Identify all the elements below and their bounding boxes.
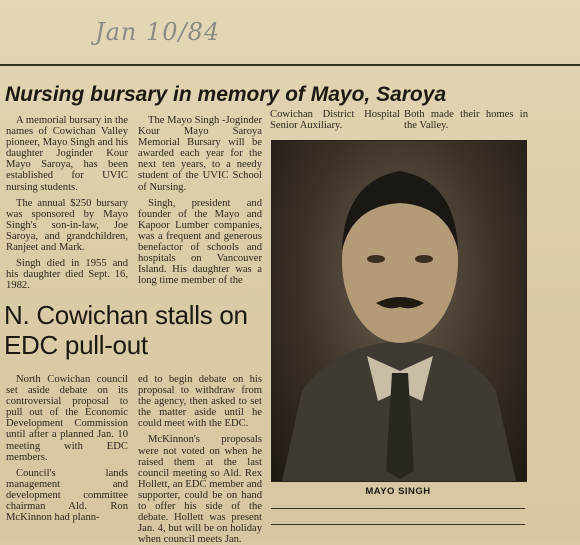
paragraph: ed to begin debate on his proposal to withdraw from the agency, then asked to set the matter aside until he could meet with the EDC. xyxy=(138,374,262,430)
handwritten-date: Jan 10/84 xyxy=(95,18,221,46)
photo-caption: MAYO SINGH xyxy=(365,486,431,497)
paragraph: Singh, president and founder of the Mayo and Kapoor Lumber companies, was a frequent and generous benefactor of schools and hospitals on Vancouver Island. His daughter was a long time member of the xyxy=(138,197,262,287)
paragraph: A memorial bursary in the names of Cowichan Valley pioneer, Mayo Singh and his daughter Joginder Kour Mayo Saroya, has been established for UVIC nursing students. xyxy=(6,115,128,193)
paragraph: The annual $250 bursary was sponsored by Mayo Singh's son-in-law, Joe Saroya, and grandchildren, Ranjeet and Mark. xyxy=(6,197,128,254)
article1-column-2 xyxy=(138,115,262,286)
portrait-photo xyxy=(271,140,527,482)
article1-headline: Nursing bursary in memory of Mayo, Saroya xyxy=(5,83,447,106)
article2-column-2 xyxy=(138,374,262,545)
article1-column-1 xyxy=(6,115,128,291)
paragraph: The Mayo Singh -Joginder Kour Mayo Saroya Memorial Bursary will be awarded each year for the next ten years, to a needy student of the UVIC School of Nursing. xyxy=(138,115,262,193)
section-rule xyxy=(271,508,525,509)
top-rule xyxy=(0,64,580,66)
article1-column-4 xyxy=(404,109,528,131)
paragraph: Singh died in 1955 and his daughter died Sept. 16, 1982. xyxy=(6,258,128,292)
paragraph: McKinnon's proposals were not voted on when he raised them at the last council meeting so Ald. Rex Hollett, an EDC member and supporter, could be on hand to offer his side of the debate. Hollett was present Jan. 4, but will be on holiday when council meets Jan. xyxy=(138,434,262,545)
paragraph: Both made their homes in the Valley. xyxy=(404,109,528,132)
article1-column-3 xyxy=(270,109,400,131)
paragraph: Council's lands management and development committee chairman Ald. Ron McKinnon had plann- xyxy=(6,467,128,524)
paragraph: Cowichan District Hospital Senior Auxiliary. xyxy=(270,109,400,132)
article2-headline: N. Cowichan stalls on EDC pull-out xyxy=(4,300,248,360)
article2-column-1 xyxy=(6,374,128,523)
portrait-illustration xyxy=(272,141,526,481)
section-rule xyxy=(271,524,525,525)
paragraph: North Cowichan council set aside debate on its controversial proposal to pull out of the Economic Development Commission until after a planned Jan. 10 meeting with EDC members. xyxy=(6,374,128,463)
